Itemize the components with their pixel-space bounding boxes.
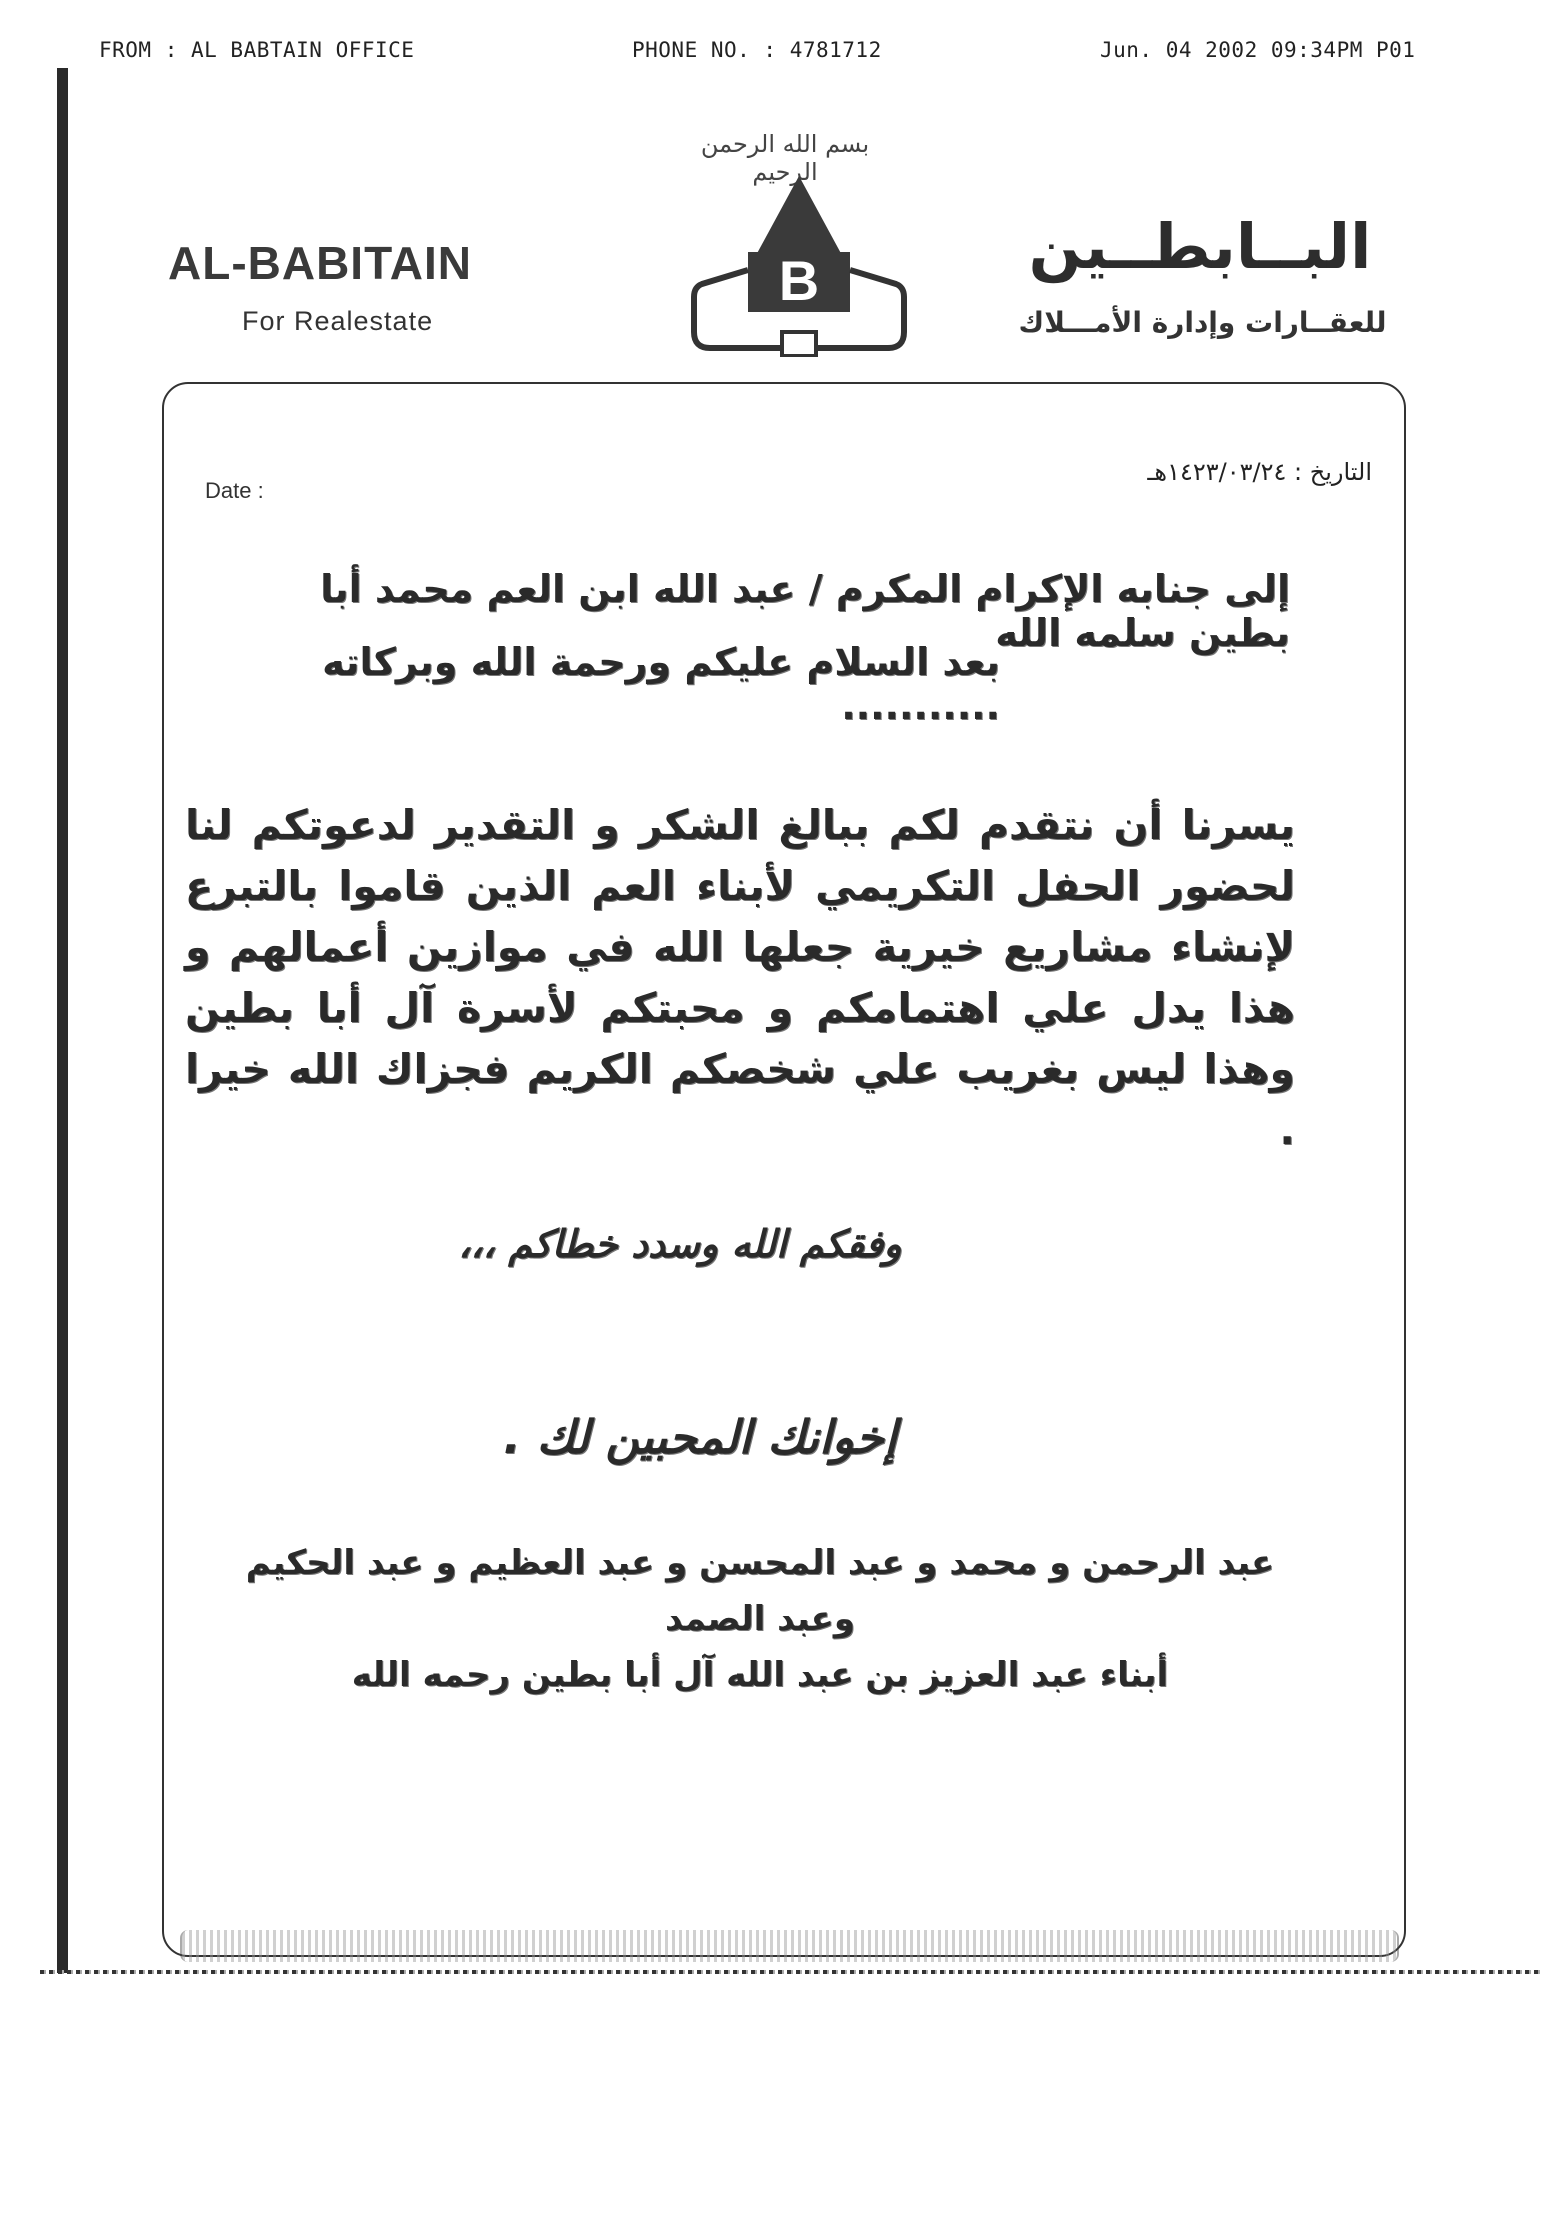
salutation-greeting: بعد السلام عليكم ورحمة الله وبركاته ........... [322,640,1000,728]
company-name-ar: البــابطــين [1028,210,1372,283]
company-name-en: AL-BABITAIN [168,237,472,289]
company-subtitle-ar: للعقــارات وإدارة الأمـــلاك [1018,306,1387,339]
date-hijri: التاريخ : ١٤٢٣/٠٣/٢٤هـ [1147,458,1372,486]
letter-closing: وفقكم الله وسدد خطاكم ،،، [458,1222,902,1266]
salutation-addressee: إلى جنابه الإكرام المكرم / عبد الله ابن العم محمد أبا بطين سلمه الله [320,567,1290,655]
scan-edge-bar [57,68,68,1973]
basmala: بسم الله الرحمن الرحيم [700,130,870,186]
letter-signature: إخوانك المحبين لك . [503,1410,897,1464]
signatories-lineage: أبناء عبد العزيز بن عبد الله آل أبا بطين رحمه الله [351,1655,1169,1695]
signatories-names: عبد الرحمن و محمد و عبد المحسن و عبد العظيم و عبد الحكيم وعبد الصمد [245,1543,1275,1639]
date-label-en: Date : [205,478,264,503]
fax-phone: PHONE NO. : 4781712 [632,38,882,62]
logo-letter: B [778,249,820,312]
company-subtitle-en: For Realestate [242,306,434,336]
letterhead-footer-smudge [180,1930,1399,1962]
fax-page-edge [40,1970,1540,1974]
fax-timestamp: Jun. 04 2002 09:34PM P01 [1100,38,1416,62]
fax-from: FROM : AL BABTAIN OFFICE [99,38,415,62]
letter-body: يسرنا أن نتقدم لكم ببالغ الشكر و التقدير لدعوتكم لنا لحضور الحفل التكريمي لأبناء العم الذين قاموا بالتبرع لإنشاء مشاريع خيرية جعلها الله في موازين أعمالهم و هذا يدل علي اهتمامكم و محبتكم لأسرة آل أبا بطين وهذا ليس بغريب علي شخصكم الكريم فجزاك الله خيرا . [185,801,1295,1154]
signatories [220,1535,1300,1703]
company-logo-icon [690,172,908,357]
